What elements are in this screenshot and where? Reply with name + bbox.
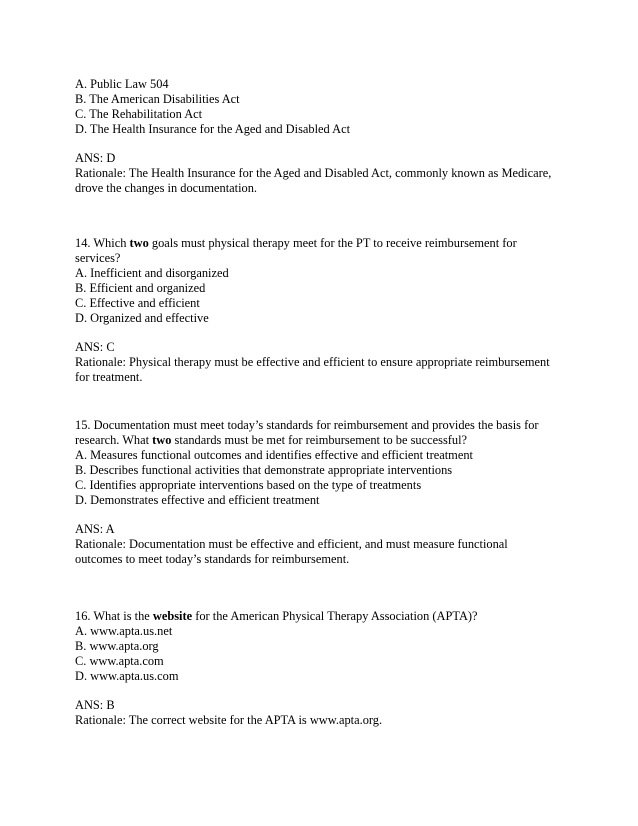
- spacer: [75, 137, 551, 151]
- q14-prompt-line-2: services?: [75, 251, 121, 265]
- q14-option-c: C. Effective and efficient: [75, 296, 200, 310]
- q14-option-a: A. Inefficient and disorganized: [75, 266, 229, 280]
- q14-rationale-line-1: Rationale: Physical therapy must be effective and efficient to ensure appropriate reimbursement: [75, 355, 550, 369]
- q14-answer: ANS: C: [75, 340, 115, 354]
- q16-prompt-emphasis: website: [152, 609, 193, 623]
- q15-option-d: D. Demonstrates effective and efficient treatment: [75, 493, 320, 507]
- q13-answer: ANS: D: [75, 151, 116, 165]
- question-14-block: [75, 236, 550, 385]
- q16-prompt-prefix: 16. What is the: [75, 609, 153, 623]
- spacer: [75, 684, 478, 698]
- q15-prompt-line-2: [75, 433, 539, 448]
- q13-option-b: B. The American Disabilities Act: [75, 92, 240, 106]
- question-16-block: [75, 609, 478, 728]
- q16-option-a: A. www.apta.us.net: [75, 624, 173, 638]
- q15-option-a: A. Measures functional outcomes and identifies effective and efficient treatment: [75, 448, 473, 462]
- q16-answer: ANS: B: [75, 698, 115, 712]
- q15-prompt-emphasis: two: [152, 433, 172, 447]
- q15-option-b: B. Describes functional activities that demonstrate appropriate interventions: [75, 463, 453, 477]
- q14-prompt-prefix: 14. Which: [75, 236, 130, 250]
- q14-option-d: D. Organized and effective: [75, 311, 209, 325]
- q13-option-a: A. Public Law 504: [75, 77, 169, 91]
- q14-prompt-emphasis: two: [129, 236, 149, 250]
- q13-rationale-line-1: Rationale: The Health Insurance for the Aged and Disabled Act, commonly known as Medicare,: [75, 166, 552, 180]
- q15-prompt-suffix: standards must be met for reimbursement to be successful?: [171, 433, 468, 447]
- q16-prompt-suffix: for the American Physical Therapy Association (APTA)?: [192, 609, 478, 623]
- question-13-block: [75, 77, 551, 196]
- q16-rationale-line-1: Rationale: The correct website for the APTA is www.apta.org.: [75, 713, 383, 727]
- spacer: [75, 326, 550, 340]
- q13-option-d: D. The Health Insurance for the Aged and Disabled Act: [75, 122, 351, 136]
- q16-option-c: C. www.apta.com: [75, 654, 164, 668]
- q14-rationale-line-2: for treatment.: [75, 370, 143, 384]
- q15-option-c: C. Identifies appropriate interventions based on the type of treatments: [75, 478, 422, 492]
- q15-prompt-line-1: 15. Documentation must meet today’s standards for reimbursement and provides the basis for: [75, 418, 539, 432]
- q13-rationale-line-2: drove the changes in documentation.: [75, 181, 258, 195]
- q14-prompt-line-1: [75, 236, 550, 251]
- spacer: [75, 508, 539, 522]
- q15-answer: ANS: A: [75, 522, 115, 536]
- q13-option-c: C. The Rehabilitation Act: [75, 107, 203, 121]
- q14-prompt-suffix: goals must physical therapy meet for the PT to receive reimbursement for: [148, 236, 517, 250]
- q16-option-d: D. www.apta.us.com: [75, 669, 179, 683]
- q15-rationale-line-1: Rationale: Documentation must be effective and efficient, and must measure functional: [75, 537, 508, 551]
- q14-option-b: B. Efficient and organized: [75, 281, 206, 295]
- q16-option-b: B. www.apta.org: [75, 639, 159, 653]
- q15-prompt-prefix: research. What: [75, 433, 153, 447]
- q15-rationale-line-2: outcomes to meet today’s standards for reimbursement.: [75, 552, 350, 566]
- q16-prompt: [75, 609, 478, 624]
- question-15-block: [75, 418, 539, 567]
